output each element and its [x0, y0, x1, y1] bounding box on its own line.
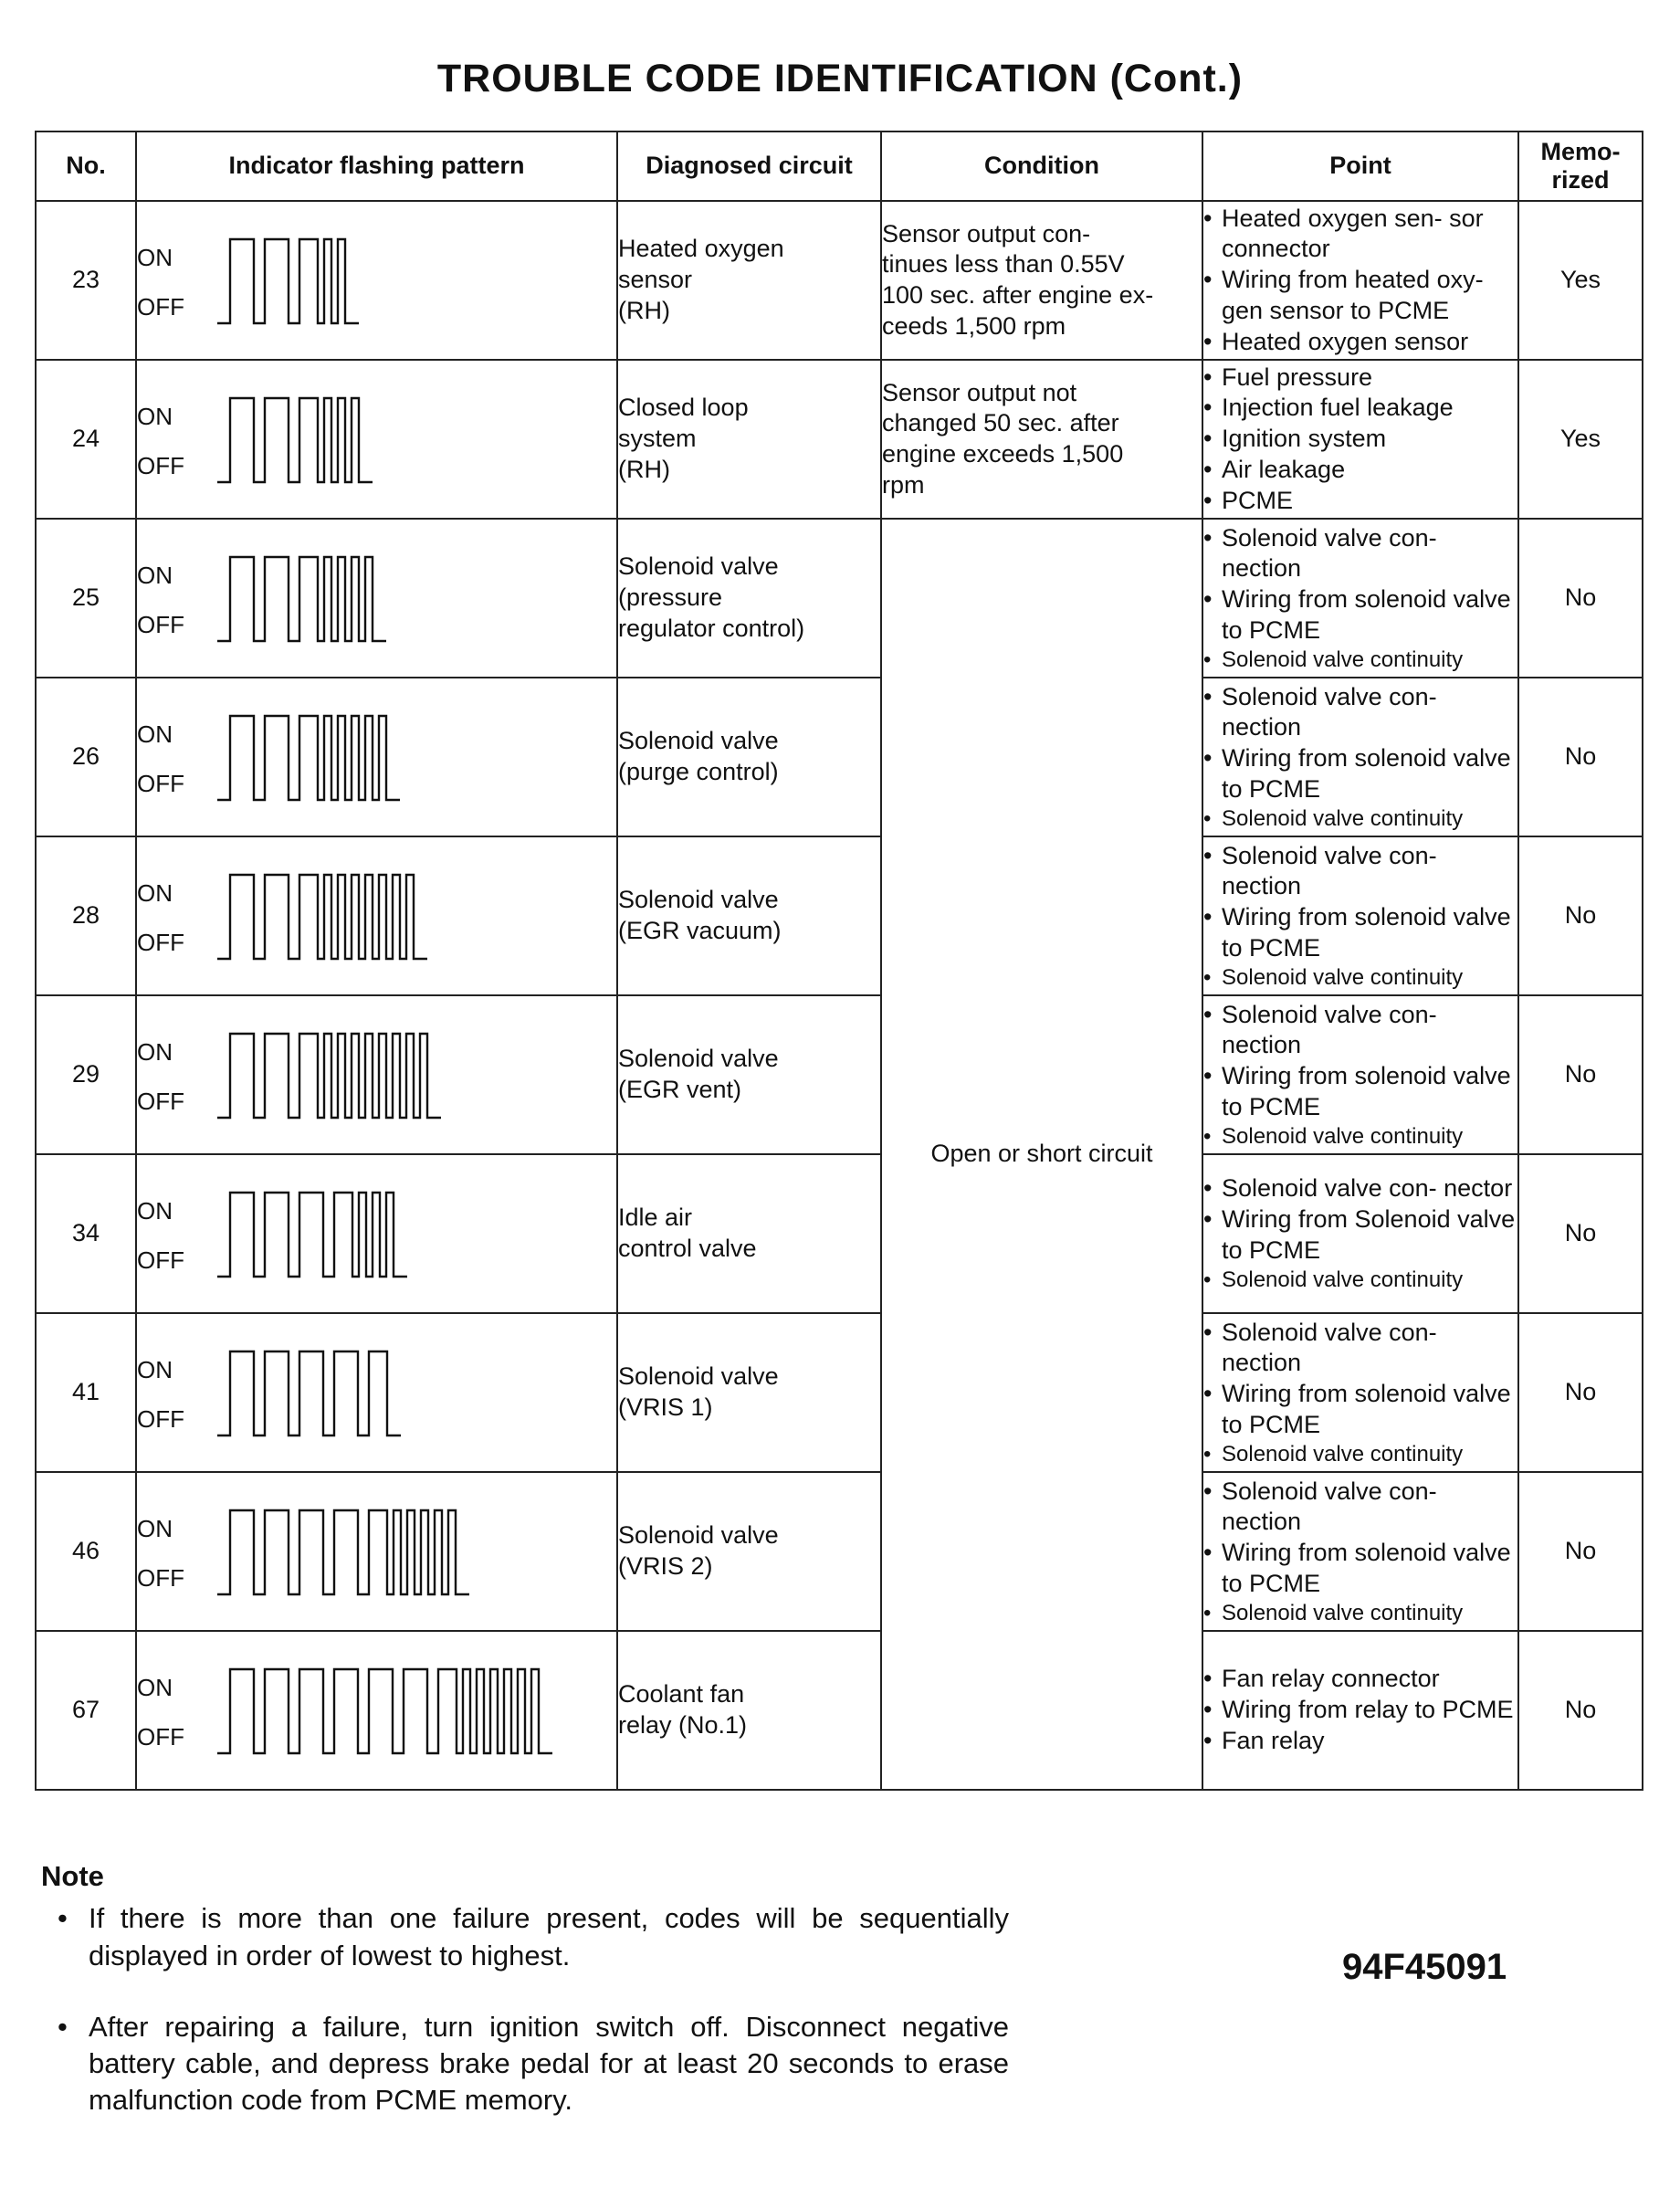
- flashing-pattern: [136, 1154, 617, 1313]
- diagnosed-circuit: [617, 1472, 881, 1631]
- diagnosed-circuit: [617, 1154, 881, 1313]
- table-row: [36, 995, 1643, 1154]
- point-item: • Wiring from solenoid valve to PCME: [1203, 584, 1517, 647]
- flashing-pattern: [136, 836, 617, 995]
- flash-waveform: [210, 530, 593, 667]
- off-label: OFF: [137, 292, 184, 321]
- on-label: ON: [137, 1038, 173, 1066]
- point-item: • Solenoid valve continuity: [1203, 1267, 1517, 1294]
- point-item: • Heated oxygen sensor: [1203, 327, 1517, 358]
- flash-waveform: [210, 1642, 593, 1779]
- table-row: [36, 519, 1643, 678]
- waveform-line: [217, 557, 386, 641]
- table-row: [36, 1472, 1643, 1631]
- circuit-line: (RH): [618, 455, 670, 483]
- on-label: ON: [137, 1515, 173, 1542]
- flashing-pattern: [136, 1472, 617, 1631]
- flash-waveform: [210, 1483, 593, 1620]
- point-item: • Solenoid valve continuity: [1203, 1441, 1517, 1468]
- code-number: 67: [36, 1631, 136, 1790]
- check-points: [1202, 1313, 1518, 1472]
- point-item: • Ignition system: [1203, 424, 1517, 455]
- point-item: • Solenoid valve continuity: [1203, 1123, 1517, 1151]
- circuit-line: (RH): [618, 296, 670, 324]
- point-item: • Solenoid valve con- nection: [1203, 682, 1517, 744]
- memorized-value: No: [1518, 678, 1643, 836]
- diagnosed-circuit: [617, 678, 881, 836]
- point-item: • Wiring from solenoid valve to PCME: [1203, 902, 1517, 964]
- table-row: [36, 1631, 1643, 1790]
- condition: [881, 360, 1202, 519]
- point-item: • Wiring from solenoid valve to PCME: [1203, 1061, 1517, 1123]
- point-item: • Wiring from solenoid valve to PCME: [1203, 1379, 1517, 1441]
- circuit-line: Coolant fan: [618, 1680, 745, 1709]
- waveform-line: [217, 1510, 469, 1594]
- header-memorized: Memo-rized: [1518, 131, 1643, 201]
- code-number: 24: [36, 360, 136, 519]
- memorized-value: Yes: [1518, 360, 1643, 519]
- condition-line: Sensor output con-: [882, 219, 1091, 247]
- flash-waveform: [210, 212, 593, 349]
- off-label: OFF: [137, 928, 184, 956]
- memorized-value: No: [1518, 1472, 1643, 1631]
- header-condition: Condition: [881, 131, 1202, 201]
- circuit-line: (VRIS 2): [618, 1552, 713, 1580]
- waveform-line: [217, 875, 427, 959]
- circuit-line: Idle air: [618, 1204, 693, 1232]
- flash-waveform: [210, 1324, 593, 1461]
- header-pattern: Indicator flashing pattern: [136, 131, 617, 201]
- diagnosed-circuit: [617, 995, 881, 1154]
- on-label: ON: [137, 1197, 173, 1225]
- flashing-pattern: [136, 519, 617, 678]
- off-label: OFF: [137, 1087, 184, 1115]
- check-points: [1202, 836, 1518, 995]
- circuit-line: relay (No.1): [618, 1711, 748, 1739]
- circuit-line: Solenoid valve: [618, 727, 779, 755]
- off-label: OFF: [137, 1246, 184, 1274]
- condition-line: changed 50 sec. after: [882, 409, 1119, 437]
- condition: [881, 201, 1202, 360]
- table-row: [36, 360, 1643, 519]
- check-points: [1202, 1472, 1518, 1631]
- memorized-value: No: [1518, 519, 1643, 678]
- point-item: • Wiring from Solenoid valve to PCME: [1203, 1204, 1517, 1267]
- condition-line: 100 sec. after engine ex-: [882, 281, 1154, 309]
- off-label: OFF: [137, 451, 184, 479]
- on-label: ON: [137, 720, 173, 748]
- circuit-line: (EGR vacuum): [618, 917, 782, 944]
- on-label: ON: [137, 244, 173, 271]
- check-points: [1202, 1631, 1518, 1790]
- on-label: ON: [137, 1674, 173, 1701]
- condition-merged: Open or short circuit: [881, 519, 1202, 1790]
- off-label: OFF: [137, 1404, 184, 1433]
- condition-line: tinues less than 0.55V: [882, 250, 1125, 279]
- off-label: OFF: [137, 610, 184, 638]
- point-item: • Solenoid valve con- nection: [1203, 1477, 1517, 1539]
- circuit-line: (pressure: [618, 584, 723, 612]
- check-points: [1202, 360, 1518, 519]
- code-number: 41: [36, 1313, 136, 1472]
- code-number: 25: [36, 519, 136, 678]
- table-row: [36, 678, 1643, 836]
- note-section: [41, 1858, 1009, 2119]
- off-label: OFF: [137, 1722, 184, 1751]
- point-item: • Wiring from solenoid valve to PCME: [1203, 743, 1517, 805]
- memorized-value: No: [1518, 1154, 1643, 1313]
- circuit-line: system: [618, 425, 697, 453]
- table-row: [36, 1154, 1643, 1313]
- header-no: No.: [36, 131, 136, 201]
- code-number: 46: [36, 1472, 136, 1631]
- condition-line: Sensor output not: [882, 378, 1077, 406]
- flash-waveform: [210, 1165, 593, 1302]
- on-label: ON: [137, 1356, 173, 1383]
- circuit-line: (EGR vent): [618, 1076, 742, 1103]
- diagnosed-circuit: [617, 836, 881, 995]
- code-number: 23: [36, 201, 136, 360]
- header-point: Point: [1202, 131, 1518, 201]
- point-item: • PCME: [1203, 486, 1517, 517]
- point-item: • Injection fuel leakage: [1203, 393, 1517, 424]
- point-item: • Solenoid valve con- nection: [1203, 1318, 1517, 1380]
- circuit-line: Heated oxygen: [618, 235, 784, 263]
- memorized-value: No: [1518, 1313, 1643, 1472]
- code-number: 26: [36, 678, 136, 836]
- point-item: • Wiring from solenoid valve to PCME: [1203, 1538, 1517, 1600]
- memorized-value: No: [1518, 995, 1643, 1154]
- off-label: OFF: [137, 769, 184, 797]
- on-label: ON: [137, 879, 173, 907]
- condition-line: ceeds 1,500 rpm: [882, 311, 1066, 340]
- waveform-line: [217, 1669, 552, 1753]
- circuit-line: sensor: [618, 266, 693, 294]
- note-title: Note: [41, 1860, 104, 1892]
- memorized-value: No: [1518, 836, 1643, 995]
- flashing-pattern: [136, 678, 617, 836]
- diagnosed-circuit: [617, 519, 881, 678]
- waveform-line: [217, 1193, 407, 1277]
- diagnosed-circuit: [617, 1631, 881, 1790]
- check-points: [1202, 995, 1518, 1154]
- point-item: • Fan relay connector: [1203, 1664, 1517, 1695]
- circuit-line: Closed loop: [618, 394, 749, 422]
- point-item: • Wiring from relay to PCME: [1203, 1695, 1517, 1726]
- flashing-pattern: [136, 1631, 617, 1790]
- point-item: • Solenoid valve continuity: [1203, 964, 1517, 992]
- circuit-line: Solenoid valve: [618, 1045, 779, 1073]
- waveform-line: [217, 716, 400, 800]
- on-label: ON: [137, 403, 173, 430]
- condition-line: rpm: [882, 470, 925, 499]
- document-number: 94F45091: [1342, 1947, 1507, 1987]
- diagnosed-circuit: [617, 360, 881, 519]
- point-item: • Solenoid valve con- nection: [1203, 841, 1517, 903]
- memorized-value: Yes: [1518, 201, 1643, 360]
- circuit-line: regulator control): [618, 614, 805, 642]
- trouble-code-table: [35, 131, 1643, 1791]
- point-item: • Solenoid valve con- nection: [1203, 523, 1517, 585]
- table-row: [36, 836, 1643, 995]
- point-item: • Fan relay: [1203, 1726, 1517, 1757]
- point-item: • Air leakage: [1203, 455, 1517, 486]
- waveform-line: [217, 398, 373, 482]
- point-item: • Solenoid valve con- nection: [1203, 1000, 1517, 1062]
- check-points: [1202, 201, 1518, 360]
- check-points: [1202, 519, 1518, 678]
- condition-line: engine exceeds 1,500: [882, 440, 1124, 468]
- check-points: [1202, 1154, 1518, 1313]
- flashing-pattern: [136, 1313, 617, 1472]
- table-row: [36, 201, 1643, 360]
- circuit-line: Solenoid valve: [618, 552, 779, 581]
- memorized-value: No: [1518, 1631, 1643, 1790]
- flashing-pattern: [136, 360, 617, 519]
- flash-waveform: [210, 371, 593, 508]
- code-number: 29: [36, 995, 136, 1154]
- page-title: TROUBLE CODE IDENTIFICATION (Cont.): [436, 57, 1244, 100]
- circuit-line: Solenoid valve: [618, 886, 779, 914]
- check-points: [1202, 678, 1518, 836]
- waveform-line: [217, 1034, 441, 1118]
- diagnosed-circuit: [617, 201, 881, 360]
- flash-waveform: [210, 847, 593, 984]
- flash-waveform: [210, 689, 593, 825]
- circuit-line: (VRIS 1): [618, 1393, 713, 1421]
- circuit-line: control valve: [618, 1235, 757, 1262]
- note-item: • After repairing a failure, turn ignition switch off. Disconnect negative battery cable, and depress brake pedal for at least 20 seconds to erase malfunction code from PCME memory.: [41, 2009, 1009, 2119]
- waveform-line: [217, 239, 359, 323]
- point-item: • Heated oxygen sen- sor connector: [1203, 204, 1517, 266]
- circuit-line: Solenoid valve: [618, 1521, 779, 1550]
- flashing-pattern: [136, 201, 617, 360]
- table-header-row: [36, 131, 1643, 201]
- waveform-line: [217, 1351, 401, 1435]
- point-item: • Solenoid valve continuity: [1203, 805, 1517, 833]
- on-label: ON: [137, 562, 173, 589]
- code-number: 34: [36, 1154, 136, 1313]
- point-item: • Fuel pressure: [1203, 363, 1517, 394]
- table-row: [36, 1313, 1643, 1472]
- off-label: OFF: [137, 1563, 184, 1592]
- code-number: 28: [36, 836, 136, 995]
- flash-waveform: [210, 1006, 593, 1143]
- point-item: • Solenoid valve continuity: [1203, 1600, 1517, 1627]
- flashing-pattern: [136, 995, 617, 1154]
- circuit-line: Solenoid valve: [618, 1362, 779, 1391]
- circuit-line: (purge control): [618, 758, 779, 785]
- point-item: • Wiring from heated oxy- gen sensor to PCME: [1203, 265, 1517, 327]
- point-item: • Solenoid valve continuity: [1203, 647, 1517, 674]
- diagnosed-circuit: [617, 1313, 881, 1472]
- header-circuit: Diagnosed circuit: [617, 131, 881, 201]
- note-item: • If there is more than one failure present, codes will be sequentially displayed in order of lowest to highest.: [41, 1900, 1009, 1974]
- point-item: • Solenoid valve con- nector: [1203, 1173, 1517, 1204]
